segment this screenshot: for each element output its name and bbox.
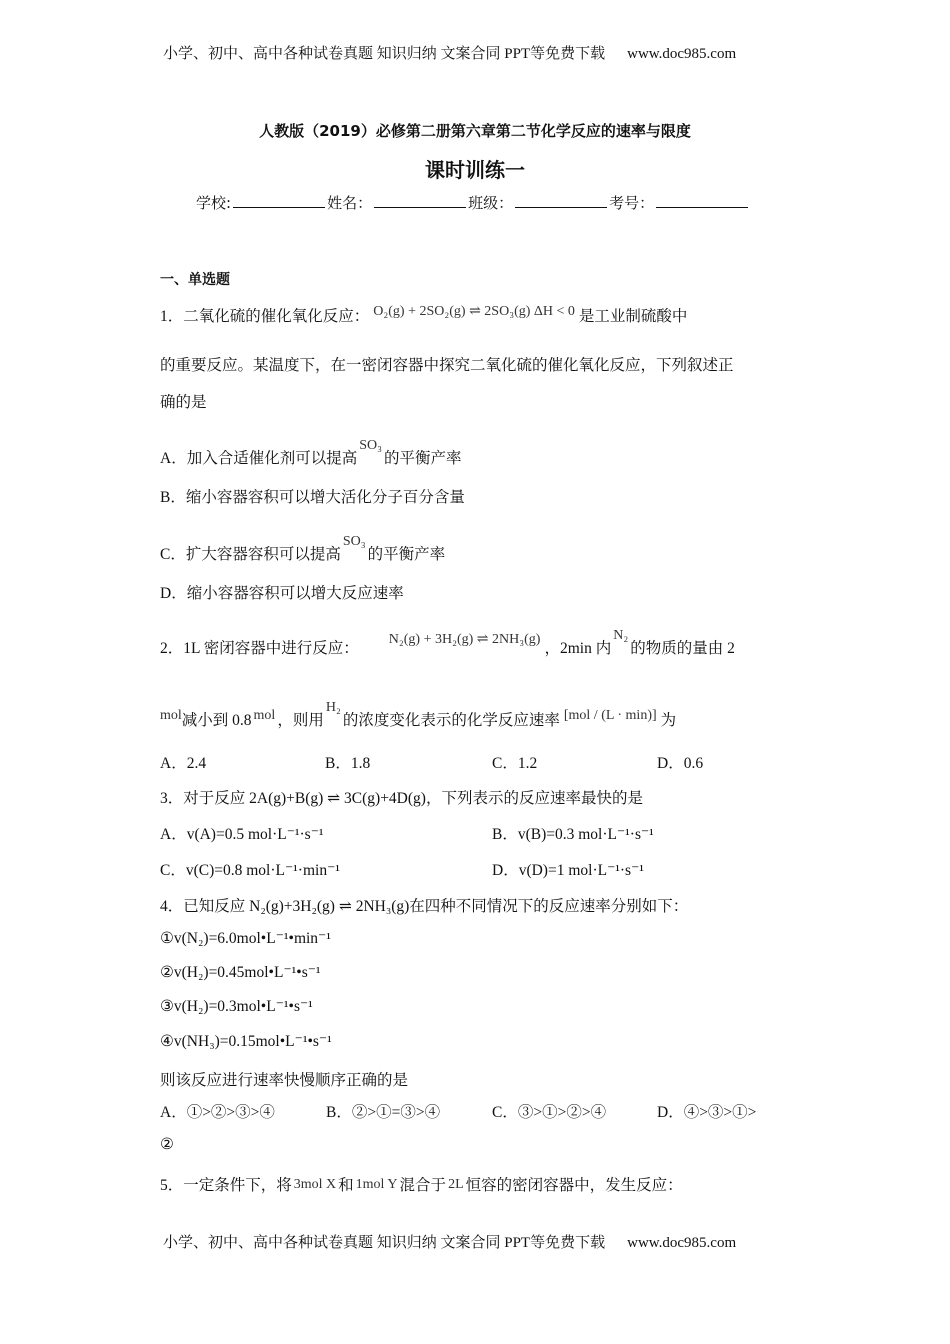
x-amount: 3mol X [293, 1177, 337, 1192]
q5-text: 5．一定条件下，将 [160, 1177, 292, 1194]
q4-option-d[interactable]: D．④>③>①> [657, 1104, 757, 1121]
info-fields [196, 192, 750, 213]
q2-option-c[interactable]: C．1.2 [492, 755, 538, 772]
q1-option-d[interactable]: D．缩小容器容积可以增大反应速率 [160, 585, 404, 602]
name-label: 姓名： [327, 194, 373, 212]
h2-formula: H₂ [325, 700, 341, 715]
q2-text: 为 [660, 712, 677, 729]
q5-text: 和 [338, 1177, 354, 1194]
opt-text: A．加入合适催化剂可以提高 [160, 450, 358, 467]
id-label: 考号： [609, 194, 655, 212]
doc-subtitle: 课时训练一 [425, 158, 525, 182]
opt-text: C．扩大容器容积可以提高 [160, 546, 341, 563]
q2-text: 的物质的量由 2 [630, 640, 735, 657]
q3-text: 3．对于反应 2A(g)+B(g) ⇌ 3C(g)+4D(g)，下列表示的反应速率最快的是 [160, 790, 643, 807]
footer-text: 小学、初中、高中各种试卷真题 知识归纳 文案合同 PPT等免费下载 [163, 1235, 606, 1251]
q4-item-3: ③v(H₂)=0.3mol•L⁻¹•s⁻¹ [160, 998, 313, 1015]
q2-text: 减小到 0.8 [181, 712, 252, 729]
rate-unit: [mol / (L · min)] [563, 708, 657, 723]
q1-text-b: 是工业制硫酸中 [578, 308, 688, 325]
q2-option-d[interactable]: D．0.6 [657, 755, 704, 772]
doc-title: 人教版（2019）必修第二册第六章第二节化学反应的速率与限度 [259, 122, 691, 140]
q4-text: 4．已知反应 N₂(g)+3H₂(g) ⇌ 2NH₃(g)在四种不同情况下的反应速率分别如下： [160, 898, 689, 915]
footer [163, 1231, 736, 1252]
q1-line1 [160, 303, 687, 326]
n2-formula: N₂ [613, 628, 629, 643]
q5-line1 [160, 1173, 683, 1195]
q2-text: ，2min 内 [544, 640, 612, 657]
q4-option-b[interactable]: B．②>①=③>④ [326, 1104, 441, 1121]
header-url[interactable]: www.doc985.com [627, 46, 737, 62]
q2-line1 [160, 628, 735, 658]
y-amount: 1mol Y [355, 1177, 398, 1192]
volume: 2L [448, 1177, 464, 1192]
q5-text: 混合于 [399, 1177, 447, 1194]
opt-text: 的平衡产率 [383, 450, 462, 467]
q4-item-4: ④v(NH₃)=0.15mol•L⁻¹•s⁻¹ [160, 1033, 332, 1050]
q4-item-2: ②v(H₂)=0.45mol•L⁻¹•s⁻¹ [160, 964, 321, 981]
q4-option-d-tail: ② [160, 1136, 174, 1153]
mol-unit: mol [160, 708, 182, 723]
class-label: 班级： [468, 194, 514, 212]
q5-text: 恒容的密闭容器中，发生反应： [465, 1177, 683, 1194]
q4-item-1: ①v(N₂)=6.0mol•L⁻¹•min⁻¹ [160, 930, 331, 947]
q2-line2 [160, 700, 676, 730]
name-blank[interactable] [374, 193, 466, 208]
q4-option-a[interactable]: A．①>②>③>④ [160, 1104, 275, 1121]
mol-unit: mol [253, 708, 276, 723]
school-label: 学校: [196, 194, 232, 212]
q3-option-b[interactable]: B．v(B)=0.3 mol·L⁻¹·s⁻¹ [492, 826, 654, 843]
q4-question: 则该反应进行速率快慢顺序正确的是 [160, 1072, 409, 1089]
q1-option-c[interactable] [160, 534, 445, 564]
q1-text: 1．二氧化硫的催化氧化反应： [160, 308, 370, 325]
q2-text: 的浓度变化表示的化学反应速率 [342, 712, 560, 729]
q2-option-a[interactable]: A．2.4 [160, 755, 207, 772]
q1-option-b[interactable]: B．缩小容器容积可以增大活化分子百分含量 [160, 489, 465, 506]
q1-option-a[interactable] [160, 438, 462, 468]
q2-text: 2．1L 密闭容器中进行反应： [160, 640, 359, 657]
q4-option-c[interactable]: C．③>①>②>④ [492, 1104, 607, 1121]
q3-option-a[interactable]: A．v(A)=0.5 mol·L⁻¹·s⁻¹ [160, 826, 324, 843]
q1-equation: O₂(g) + 2SO₂(g) ⇌ 2SO₃(g) ΔH < 0 [373, 304, 575, 319]
header-text: 小学、初中、高中各种试卷真题 知识归纳 文案合同 PPT等免费下载 [163, 46, 606, 62]
q3-option-d[interactable]: D．v(D)=1 mol·L⁻¹·s⁻¹ [492, 862, 644, 879]
q2-equation: N₂(g) + 3H₂(g) ⇌ 2NH₃(g) [388, 632, 541, 647]
q1-line2: 的重要反应。某温度下，在一密闭容器中探究二氧化硫的催化氧化反应，下列叙述正 [160, 357, 734, 374]
so3-formula: SO₃ [359, 438, 382, 453]
class-blank[interactable] [515, 193, 607, 208]
q3-option-c[interactable]: C．v(C)=0.8 mol·L⁻¹·min⁻¹ [160, 862, 340, 879]
q1-line3: 确的是 [160, 394, 207, 411]
opt-text: 的平衡产率 [367, 546, 446, 563]
q2-text: ，则用 [277, 712, 324, 729]
footer-url[interactable]: www.doc985.com [627, 1235, 737, 1251]
section-heading: 一、单选题 [160, 272, 230, 288]
id-blank[interactable] [656, 193, 748, 208]
school-blank[interactable] [233, 193, 325, 208]
q2-option-b[interactable]: B．1.8 [325, 755, 371, 772]
header [163, 42, 736, 63]
so3-formula: SO₃ [342, 534, 366, 549]
